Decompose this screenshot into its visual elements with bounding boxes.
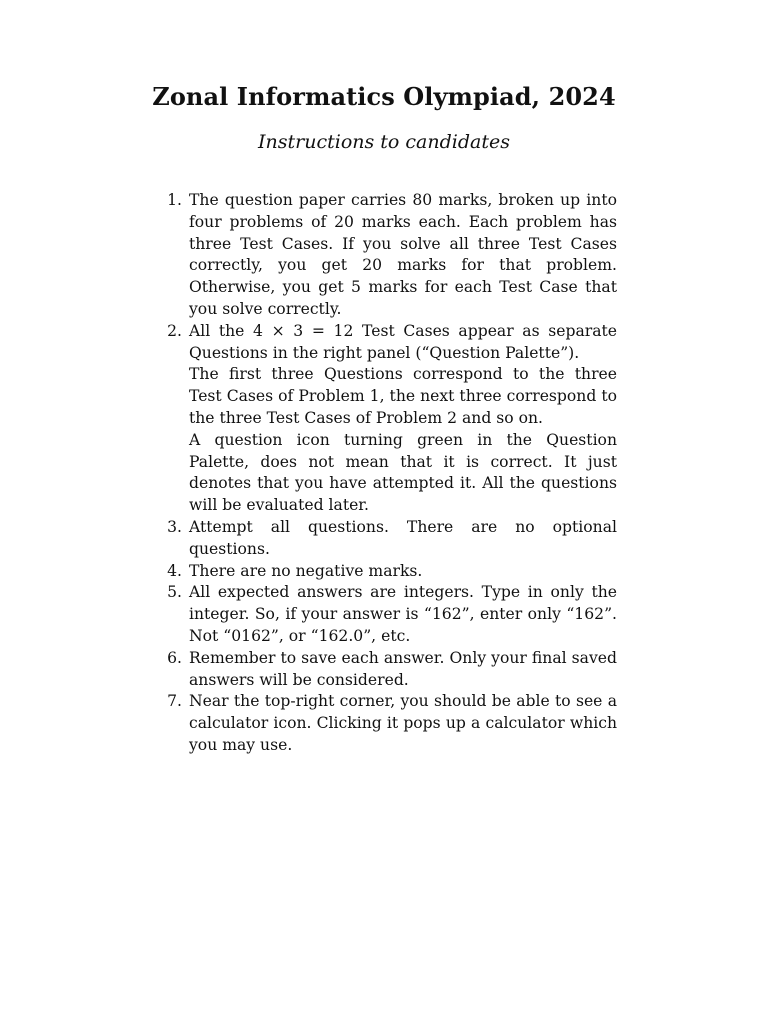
- page-subtitle: Instructions to candidates: [258, 131, 510, 153]
- instruction-number: 5.: [167, 583, 182, 602]
- instruction-number: 3.: [167, 517, 182, 536]
- instruction-text: There are no negative marks.: [189, 561, 423, 580]
- instruction-item: [160, 321, 617, 517]
- instructions-list: [160, 190, 617, 757]
- page-title: Zonal Informatics Olympiad, 2024: [152, 82, 616, 111]
- instruction-text: Remember to save each answer. Only your final saved answers will be considered.: [189, 648, 617, 689]
- instruction-body: [189, 691, 617, 756]
- instruction-item: [160, 190, 617, 321]
- instruction-text: Attempt all questions. There are no optional questions.: [189, 517, 617, 558]
- instruction-item: [160, 517, 617, 561]
- instruction-text: Near the top-right corner, you should be able to see a calculator icon. Clicking it pops up a calculator which you may use.: [189, 692, 617, 754]
- instruction-body: [189, 517, 617, 561]
- instruction-body: [189, 190, 617, 321]
- instruction-body: [189, 561, 617, 583]
- instruction-number: 6.: [167, 648, 182, 667]
- instruction-body: [189, 321, 617, 517]
- instruction-item: [160, 561, 617, 583]
- instruction-text: All expected answers are integers. Type in only the integer. So, if your answer is “162”, enter only “162”. Not “0162”, or “162.0”, etc.: [189, 583, 617, 645]
- instruction-text: The question paper carries 80 marks, broken up into four problems of 20 marks each. Each problem has three Test Cases. If you solve all three Test Cases correctly, you get 20 marks for that problem. Otherwise, you get 5 marks for each Test Case that you solve correctly.: [189, 191, 617, 318]
- instruction-number: 7.: [167, 692, 182, 711]
- instruction-item: [160, 582, 617, 647]
- instruction-item: [160, 648, 617, 692]
- instruction-text: A question icon turning green in the Question Palette, does not mean that it is correct. It just denotes that you have attempted it. All the questions will be evaluated later.: [189, 430, 617, 515]
- instruction-body: [189, 582, 617, 647]
- instruction-text: All the 4 × 3 = 12 Test Cases appear as separate Questions in the right panel (“Question Palette”).: [189, 321, 617, 362]
- instruction-item: [160, 691, 617, 756]
- instruction-number: 4.: [167, 561, 182, 580]
- instruction-number: 2.: [167, 321, 182, 340]
- instruction-number: 1.: [167, 191, 182, 209]
- instruction-text: The first three Questions correspond to the three Test Cases of Problem 1, the next three correspond to the three Test Cases of Problem 2 and so on.: [189, 365, 617, 427]
- instruction-body: [189, 648, 617, 692]
